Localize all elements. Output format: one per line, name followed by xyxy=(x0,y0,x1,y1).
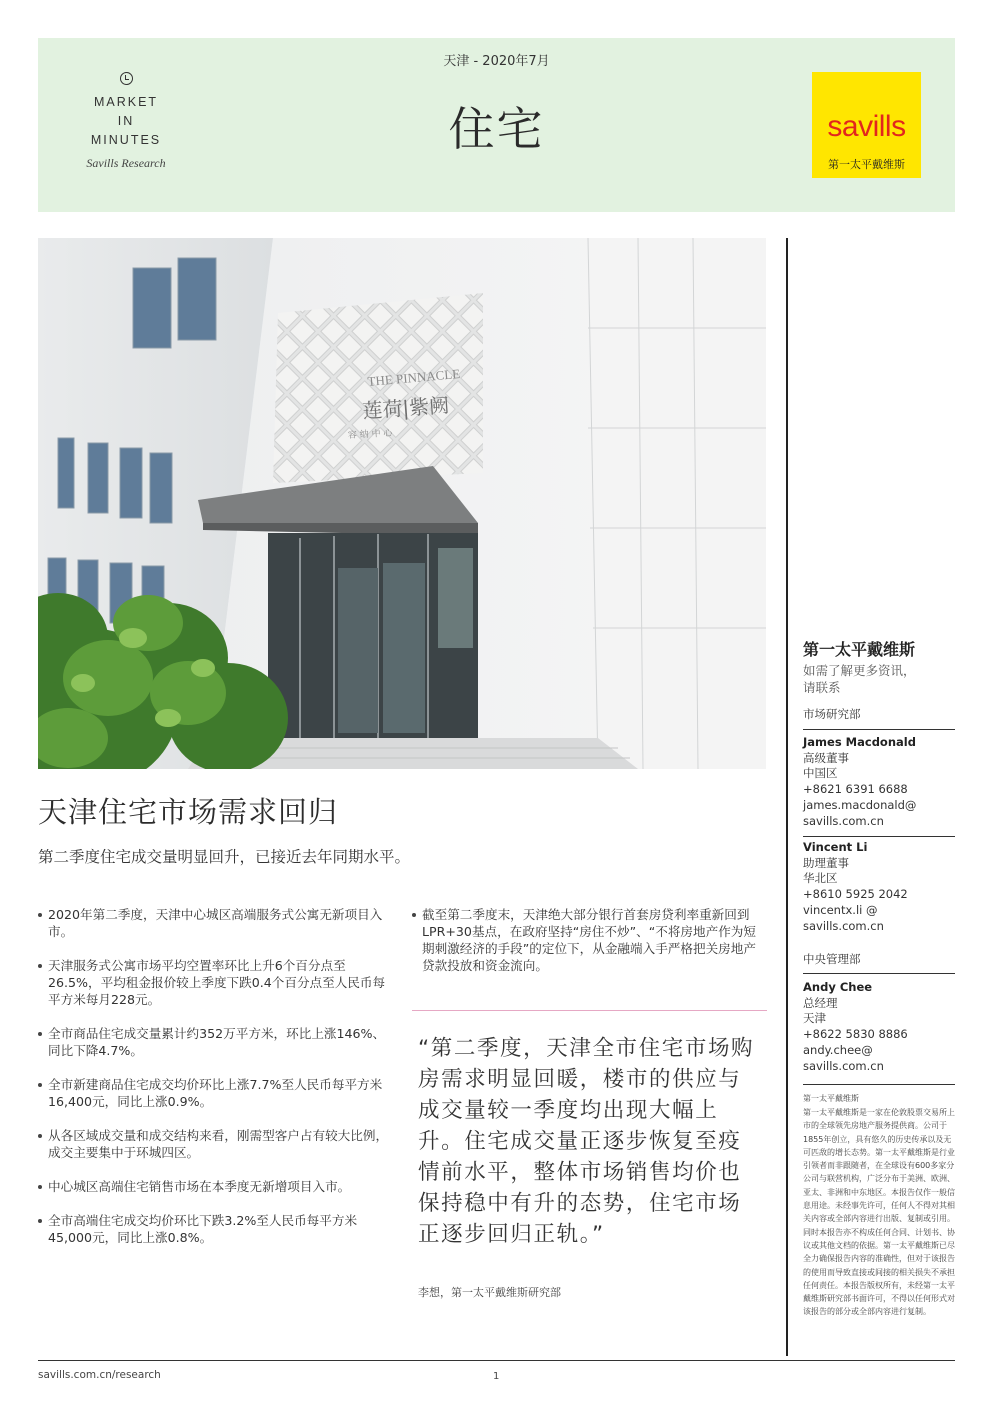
list-item: 天津服务式公寓市场平均空置率环比上升6个百分点至26.5%，平均租金报价较上季度下跌0.4个百分点至人民币每平方米每月228元。 xyxy=(38,957,393,1008)
brand-research: Savills Research xyxy=(86,156,166,170)
report-title: 住宅 xyxy=(448,102,545,156)
bullet-list-right xyxy=(412,906,767,991)
building-illustration xyxy=(38,238,766,769)
sidebar-divider xyxy=(786,238,788,1356)
dept-central: 中央管理部 xyxy=(803,952,861,966)
brand-word-in: IN xyxy=(117,114,135,128)
contact-line: 华北区 xyxy=(803,871,838,886)
contact-card xyxy=(803,735,955,829)
sign-text-chinese: 莲荷|紫阙 xyxy=(361,392,450,423)
building-photo xyxy=(38,238,766,769)
page-number: 1 xyxy=(493,1371,500,1382)
sign-text-sub: 容 纳 中 心 xyxy=(347,428,393,441)
sidebar-rule xyxy=(803,836,955,837)
pull-quote: “第二季度，天津全市住宅市场购房需求明显回暖，楼市的供应与成交量较一季度均出现大幅上升。住宅成交量正逐步恢复至疫情前水平，整体市场销售均价也保持稳中有升的态势，住宅市场正逐步回归正轨。” xyxy=(418,1036,755,1247)
contact-line: 助理董事 xyxy=(803,855,849,870)
contact-name: Vincent Li xyxy=(803,840,868,854)
logo-wordmark: savills xyxy=(827,110,906,143)
list-item: 2020年第二季度，天津中心城区高端服务式公寓无新项目入市。 xyxy=(38,906,393,940)
footer-url[interactable]: savills.com.cn/research xyxy=(38,1369,161,1381)
sidebar-company: 第一太平戴维斯 xyxy=(803,640,916,659)
sidebar-intro xyxy=(803,662,955,696)
contact-phone: +8621 6391 6688 xyxy=(803,782,908,797)
contact-card xyxy=(803,840,955,934)
contact-name: James Macdonald xyxy=(803,735,916,749)
brand-word-market: MARKET xyxy=(93,95,159,109)
dateline: 天津 - 2020年7月 xyxy=(443,54,550,69)
contact-email[interactable]: vincentx.li @ xyxy=(803,902,878,917)
quote-divider xyxy=(412,1010,767,1011)
contact-line: 高级董事 xyxy=(803,750,849,765)
article-subhead: 第二季度住宅成交量明显回升，已接近去年同期水平。 xyxy=(38,848,411,866)
disclaimer-text: 第一太平戴维斯是一家在伦敦股票交易所上市的全球领先房地产服务提供商。公司于1855年创立，具有悠久的历史传承以及无可匹敌的增长态势。第一太平戴维斯是行业引领者而非跟随者，在全球设有600多家分公司与联营机构，广泛分布于美洲、欧洲、亚太、非洲和中东地区。本报告仅作一般信息用途。未经事先许可，任何人不得对其相关内容或全部内容进行出版、复制或引用。同时本报告亦不构成任何合同、计划书、协议或其他文档的依据。第一太平戴维斯已尽全力确保报告内容的准确性，但对于该报告的使用而导致直接或间接的相关损失不承担任何责任。本报告版权所有，未经第一太平戴维斯研究部书面许可，不得以任何形式对该报告的部分或全部内容进行复制。 xyxy=(803,1108,955,1317)
list-item: 从各区域成交量和成交结构来看，刚需型客户占有较大比例，成交主要集中于环城四区。 xyxy=(38,1127,393,1161)
savills-logo xyxy=(812,72,921,178)
sidebar-intro-line: 如需了解更多资讯， xyxy=(803,663,916,678)
contact-line: 中国区 xyxy=(803,766,838,781)
header-band xyxy=(38,38,955,212)
brand-word-minutes: MINUTES xyxy=(90,133,162,147)
quote-attribution: 李想，第一太平戴维斯研究部 xyxy=(418,1286,561,1299)
list-item: 中心城区高端住宅销售市场在本季度无新增项目入市。 xyxy=(38,1178,393,1195)
sign-text-english: THE PINNACLE xyxy=(366,365,461,389)
clock-icon xyxy=(120,72,133,85)
sidebar-intro-line: 请联系 xyxy=(803,680,841,695)
contact-email-domain[interactable]: savills.com.cn xyxy=(803,813,884,828)
list-item: 全市新建商品住宅成交均价环比上涨7.7%至人民币每平方米16,400元，同比上涨0.9%。 xyxy=(38,1076,393,1110)
contact-phone: +8622 5830 8886 xyxy=(803,1027,908,1042)
logo-chinese-name: 第一太平戴维斯 xyxy=(828,158,905,171)
sidebar-rule xyxy=(803,973,955,974)
dept-research: 市场研究部 xyxy=(803,707,861,721)
list-item: 截至第二季度末，天津绝大部分银行首套房贷利率重新回到LPR+30基点，在政府坚持“房住不炒”、“不将房地产作为短期刺激经济的手段”的定位下，从金融端入手严格把关房地产贷款投放和资金流向。 xyxy=(412,906,767,974)
contact-card xyxy=(803,980,955,1074)
article-headline: 天津住宅市场需求回归 xyxy=(38,795,339,829)
list-item: 全市高端住宅成交均价环比下跌3.2%至人民币每平方米45,000元，同比上涨0.8%。 xyxy=(38,1212,393,1246)
footer-rule xyxy=(38,1360,955,1361)
contact-name: Andy Chee xyxy=(803,980,873,994)
contact-phone: +8610 5925 2042 xyxy=(803,887,908,902)
contact-line: 天津 xyxy=(803,1011,826,1026)
sidebar-rule xyxy=(803,1084,955,1085)
contact-email[interactable]: andy.chee@ xyxy=(803,1042,873,1057)
list-item: 全市商品住宅成交量累计约352万平方米，环比上涨146%、同比下降4.7%。 xyxy=(38,1025,393,1059)
sidebar-rule xyxy=(803,729,955,730)
contact-email[interactable]: james.macdonald@ xyxy=(803,797,917,812)
contact-email-domain[interactable]: savills.com.cn xyxy=(803,918,884,933)
contact-line: 总经理 xyxy=(803,995,838,1010)
disclaimer-title: 第一太平戴维斯 xyxy=(803,1094,859,1103)
bullet-list-left xyxy=(38,906,393,1263)
contact-email-domain[interactable]: savills.com.cn xyxy=(803,1058,884,1073)
